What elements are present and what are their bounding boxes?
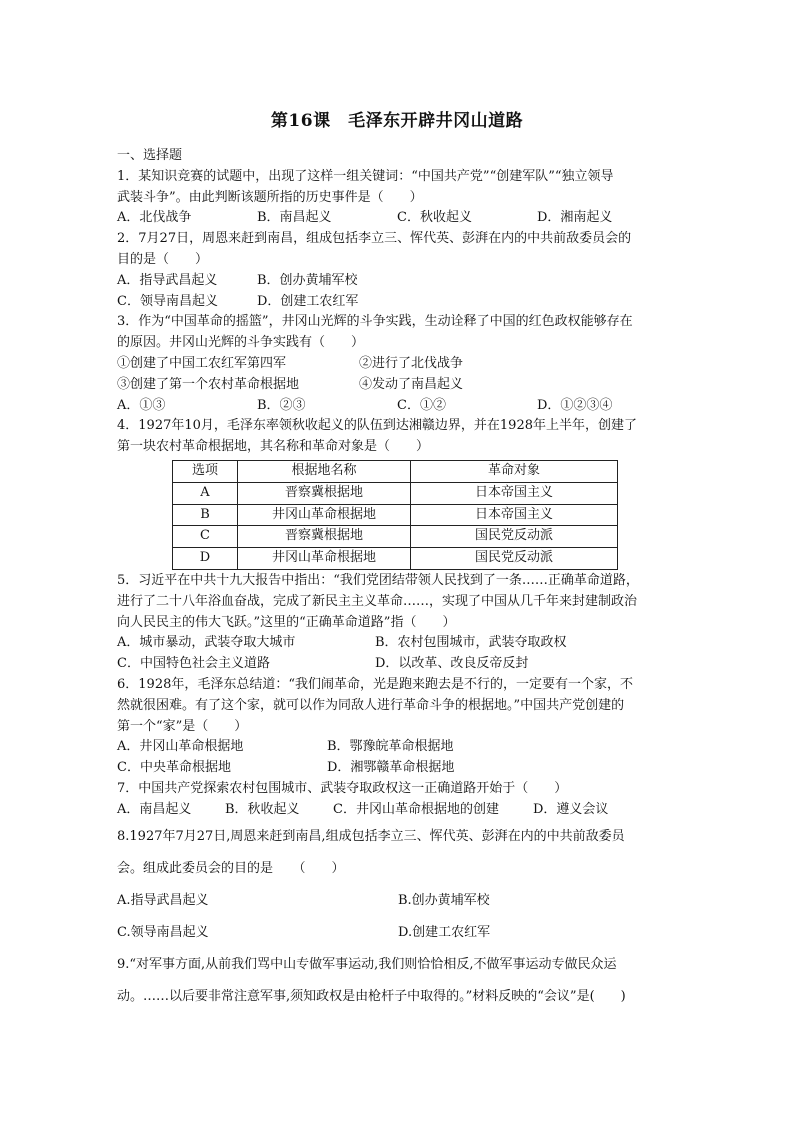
option-a[interactable]: A．城市暴动，武装夺取大城市	[117, 635, 296, 651]
option-b[interactable]: B．农村包围城市，武装夺取政权	[375, 635, 567, 651]
option-d[interactable]: D．以改革、改良反帝反封	[375, 656, 529, 672]
question-list	[117, 146, 677, 1013]
options-row	[117, 800, 677, 821]
question-text: 会。组成此委员会的目的是 （ ）	[117, 860, 345, 876]
options-row	[117, 737, 677, 758]
option-c[interactable]: C．中央革命根据地	[117, 760, 231, 776]
question-6	[117, 675, 677, 779]
option-d[interactable]: D．遵义会议	[533, 801, 609, 817]
option-b[interactable]: B．②③	[257, 397, 306, 413]
question-text: 动。……以后要非常注意军事,须知政权是由枪杆子中取得的。”材料反映的“会议”是( )	[117, 988, 626, 1004]
items-row	[117, 375, 677, 396]
table-cell: 国民党反动派	[411, 526, 618, 548]
option-a[interactable]: A．井冈山革命根据地	[117, 739, 244, 755]
question-text: 8.1927年7月27日,周恩来赶到南昌,组成包括李立三、恽代英、彭湃在内的中共前敌委员	[117, 828, 625, 844]
question-8	[117, 821, 677, 949]
option-a[interactable]: A．北伐战争	[117, 210, 192, 226]
question-text: 向人民民主的伟大飞跃。”这里的“正确革命道路”指（ ）	[117, 614, 456, 630]
option-d[interactable]: D．创建工农红军	[257, 293, 359, 309]
statement-item: ④发动了南昌起义	[359, 376, 464, 392]
question-text: 目的是（ ）	[117, 251, 209, 267]
option-a[interactable]: A．①③	[117, 397, 166, 413]
option-a[interactable]: A．指导武昌起义	[117, 272, 218, 288]
option-c[interactable]: C．秋收起义	[397, 210, 472, 226]
question-text: 5．习近平在中共十九大报告中指出：“我们党团结带领人民找到了一条……正确革命道路，	[117, 572, 639, 588]
items-row	[117, 354, 677, 375]
question-text: 的原因。井冈山光辉的斗争实践有（ ）	[117, 335, 365, 351]
column-header: 选项	[173, 460, 238, 482]
option-b[interactable]: B.创办黄埔军校	[398, 892, 490, 908]
table-cell: 日本帝国主义	[411, 482, 618, 504]
question-3	[117, 312, 677, 416]
question-text: 1．某知识竞赛的试题中，出现了这样一组关键词：“中国共产党”“创建军队”“独立领导	[117, 168, 614, 184]
options-table	[172, 460, 618, 570]
question-2	[117, 229, 677, 312]
option-d[interactable]: D．湘南起义	[537, 210, 613, 226]
table-cell: B	[173, 504, 238, 526]
column-header: 革命对象	[411, 460, 618, 482]
question-text: 3．作为“中国革命的摇篮”，井冈山光辉的斗争实践，生动诠释了中国的红色政权能够存在	[117, 314, 633, 330]
question-text: 然就很困难。有了这个家，就可以作为同敌人进行革命斗争的根据地。”中国共产党创建的	[117, 697, 625, 713]
table-cell: 井冈山革命根据地	[238, 548, 411, 570]
question-text: 2．7月27日，周恩来赶到南昌，组成包括李立三、恽代英、彭湃在内的中共前敌委员会的	[117, 231, 632, 247]
option-c[interactable]: C.领导南昌起义	[117, 924, 209, 940]
table-row[interactable]	[173, 526, 618, 548]
option-a[interactable]: A．南昌起义	[117, 801, 192, 817]
options-row	[117, 292, 677, 313]
question-text: 4．1927年10月，毛泽东率领秋收起义的队伍到达湘赣边界，并在1928年上半年，创建了	[117, 418, 637, 434]
column-header: 根据地名称	[238, 460, 411, 482]
question-text: 武装斗争”。由此判断该题所指的历史事件是（ ）	[117, 189, 423, 205]
question-9	[117, 949, 677, 1013]
page-title: 第16课 毛泽东开辟井冈山道路	[270, 111, 524, 131]
question-text: 9.“对军事方面,从前我们骂中山专做军事运动,我们则恰恰相反,不做军事运动专做民众运	[117, 956, 617, 972]
option-b[interactable]: B．鄂豫皖革命根据地	[327, 739, 454, 755]
table-cell: C	[173, 526, 238, 548]
options-row	[117, 758, 677, 779]
statement-item: ①创建了中国工农红军第四军	[117, 355, 287, 371]
section-heading: 一、选择题	[117, 148, 183, 163]
option-c[interactable]: C．中国特色社会主义道路	[117, 656, 270, 672]
options-row	[117, 633, 677, 654]
question-text: 第一块农村革命根据地，其名称和革命对象是（ ）	[117, 439, 430, 455]
table-row[interactable]	[173, 504, 618, 526]
options-row	[117, 271, 677, 292]
table-header-row	[173, 460, 618, 482]
statement-item: ③创建了第一个农村革命根据地	[117, 376, 300, 392]
option-d[interactable]: D．①②③④	[537, 397, 613, 413]
options-row	[117, 396, 677, 417]
question-text: 7．中国共产党探索农村包围城市、武装夺取政权这一正确道路开始于（ ）	[117, 780, 568, 796]
option-d[interactable]: D.创建工农红军	[398, 924, 491, 940]
table-cell: 国民党反动派	[411, 548, 618, 570]
option-d[interactable]: D．湘鄂赣革命根据地	[327, 760, 455, 776]
option-b[interactable]: B．创办黄埔军校	[257, 272, 358, 288]
table-cell: D	[173, 548, 238, 570]
question-text: 6．1928年，毛泽东总结道：“我们闹革命，光是跑来跑去是不行的，一定要有一个家，不	[117, 676, 634, 692]
table-cell: 晋察冀根据地	[238, 482, 411, 504]
options-row	[117, 885, 677, 917]
options-row	[117, 917, 677, 949]
options-row	[117, 654, 677, 675]
table-cell: A	[173, 482, 238, 504]
statement-item: ②进行了北伐战争	[359, 355, 464, 371]
question-text: 进行了二十八年浴血奋战，完成了新民主主义革命……，实现了中国从几千年来封建制政治	[117, 593, 638, 609]
option-c[interactable]: C．①②	[397, 397, 446, 413]
option-b[interactable]: B．南昌起义	[257, 210, 332, 226]
option-c[interactable]: C．领导南昌起义	[117, 293, 218, 309]
option-c[interactable]: C．井冈山革命根据地的创建	[333, 801, 499, 817]
table-row[interactable]	[173, 482, 618, 504]
option-a[interactable]: A.指导武昌起义	[117, 892, 209, 908]
question-1	[117, 167, 677, 229]
table-cell: 井冈山革命根据地	[238, 504, 411, 526]
question-text: 第一个“家”是（ ）	[117, 718, 248, 734]
option-b[interactable]: B．秋收起义	[225, 801, 300, 817]
question-4	[117, 416, 677, 570]
question-7	[117, 779, 677, 821]
table-cell: 晋察冀根据地	[238, 526, 411, 548]
question-5	[117, 571, 677, 675]
table-cell: 日本帝国主义	[411, 504, 618, 526]
table-row[interactable]	[173, 548, 618, 570]
options-row	[117, 208, 677, 229]
